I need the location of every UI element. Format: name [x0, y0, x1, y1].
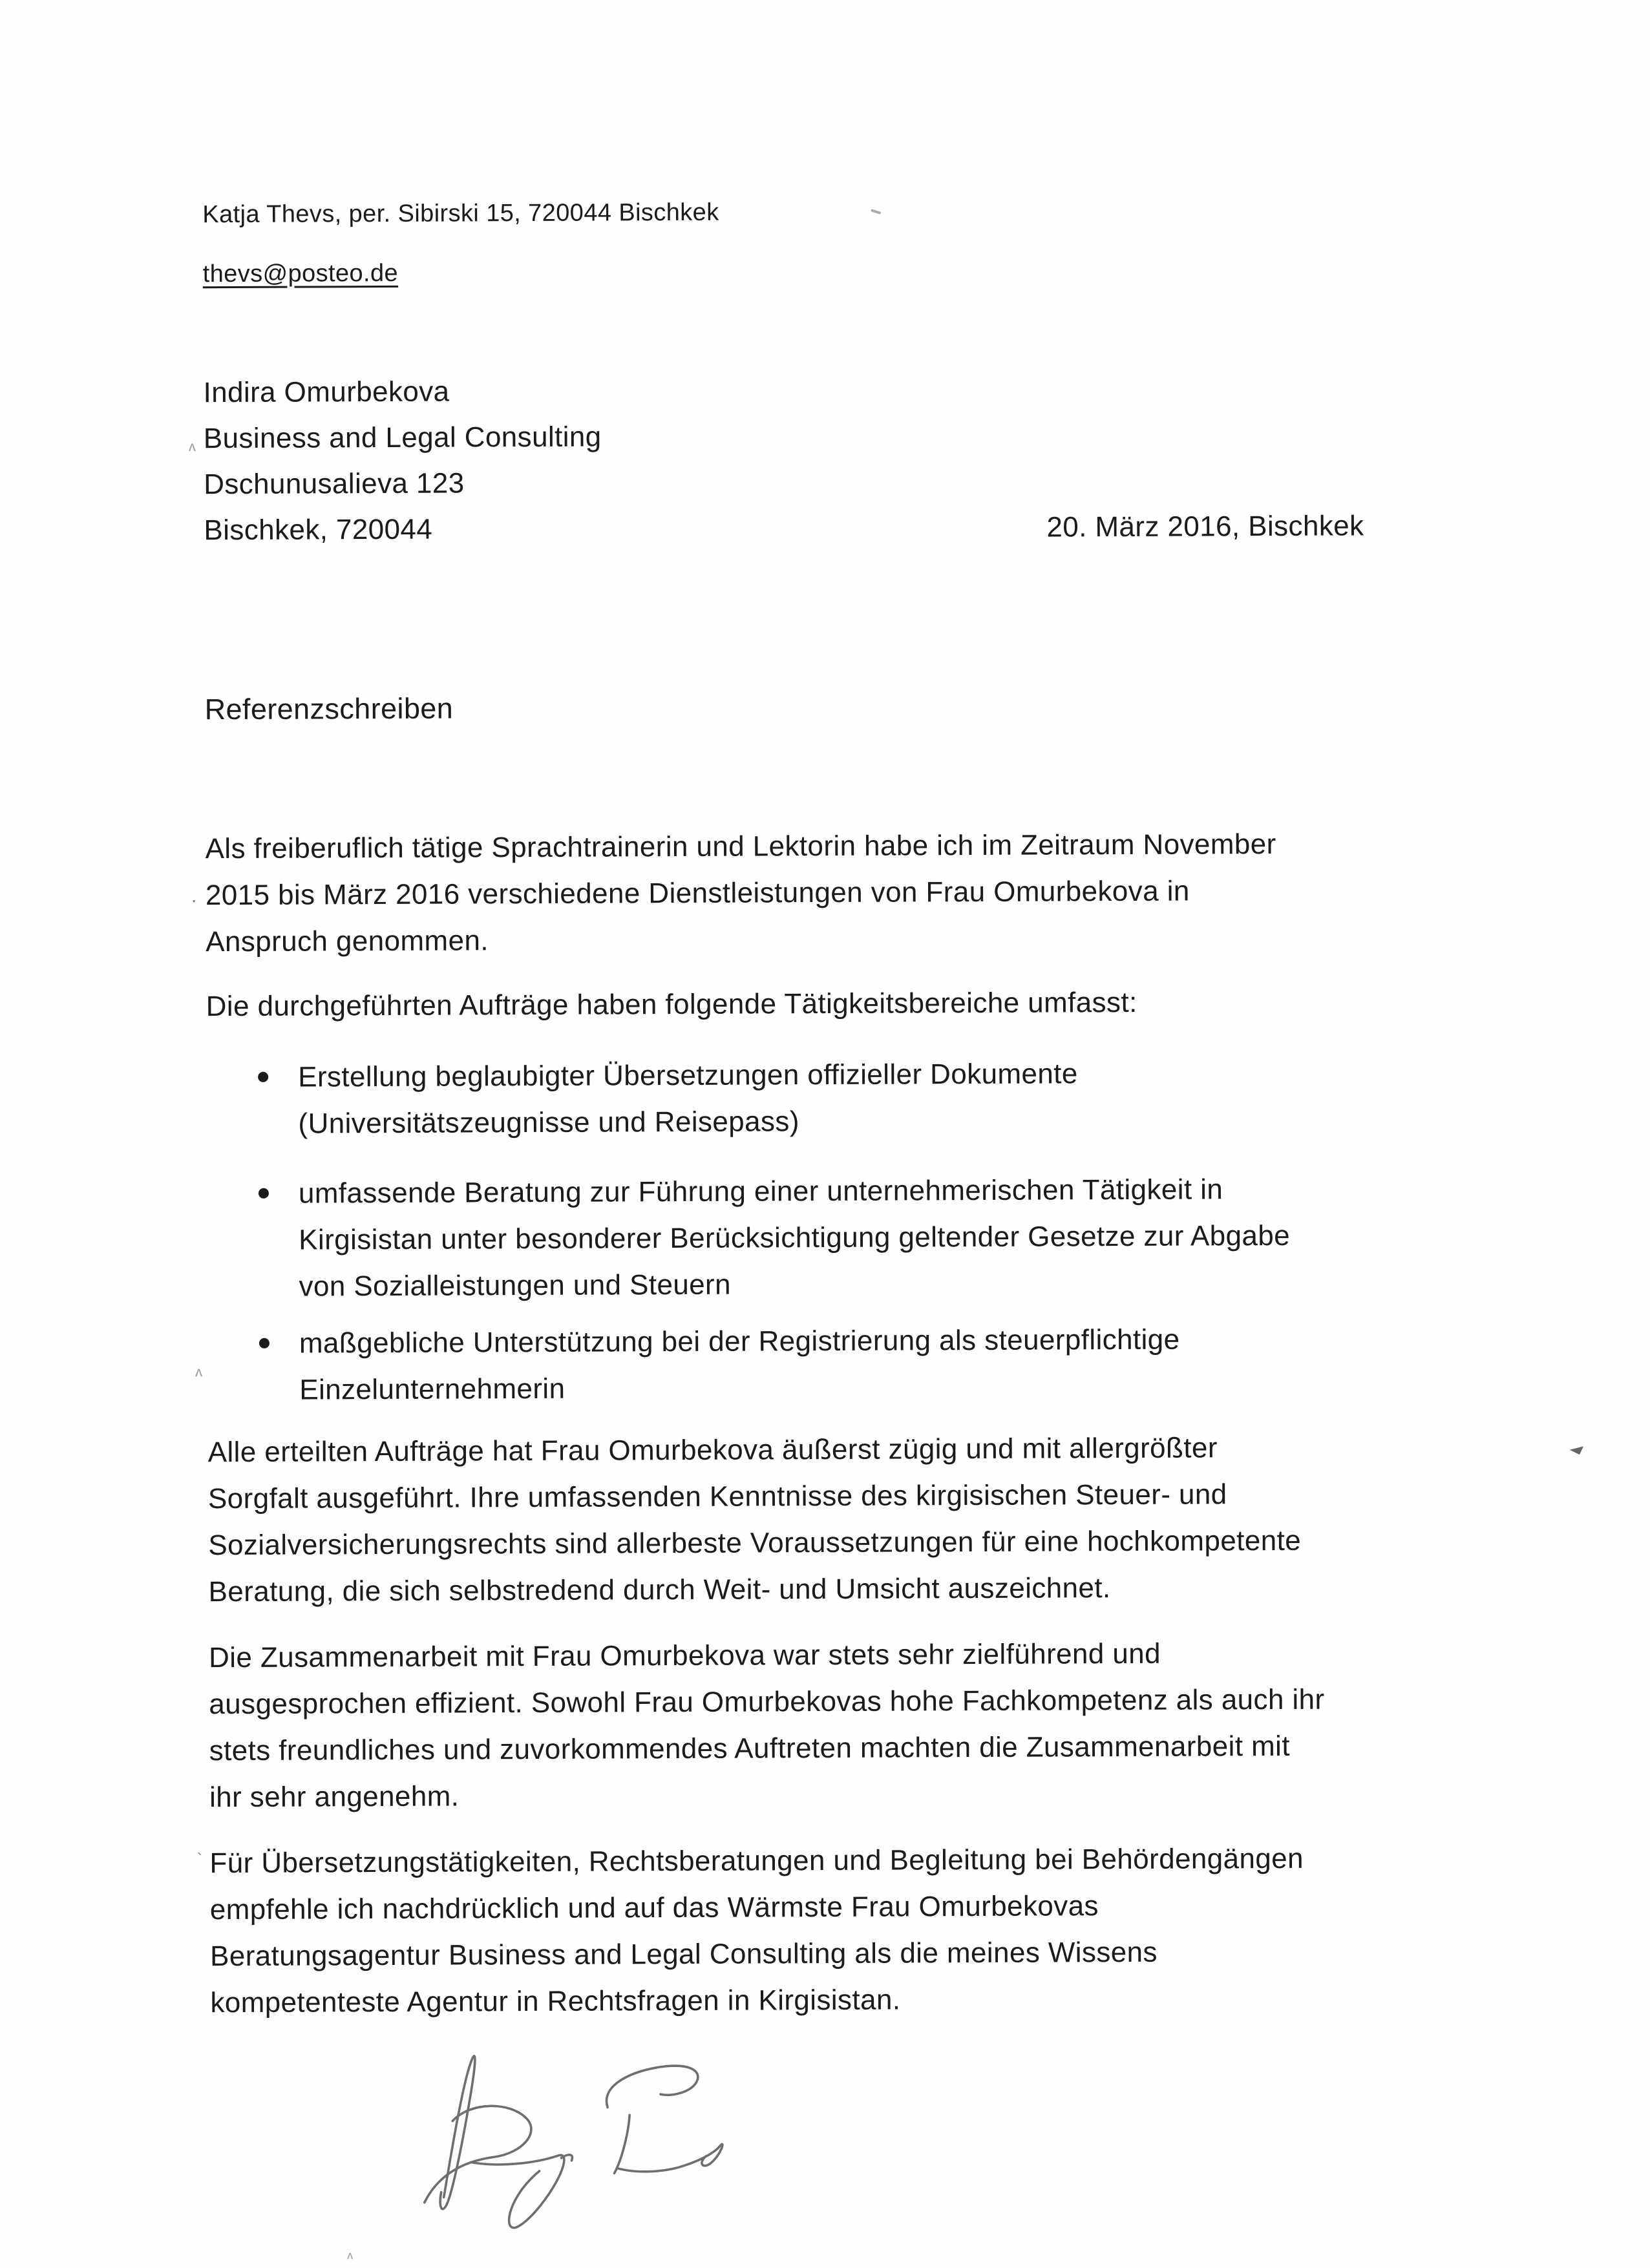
bullet-item-translations [298, 1049, 1436, 1148]
scan-artifact-caret: ʌ [195, 1363, 203, 1380]
sender-address-line: Katja Thevs, per. Sibirski 15, 720044 Bischkek [202, 198, 719, 229]
recipient-address-block: Indira Omurbekova Business and Legal Consulting Dschunusalieva 123 Bischkek, 720044 [203, 375, 602, 547]
bullet-text: umfassende Beratung zur Führung einer unternehmerischen Tätigkeit in Kirgisistan unter besonderer Berücksichtigung geltender Gesetze zur Abgabe von Sozialleistungen und Steuern [298, 1173, 1291, 1303]
subject-line: Referenzschreiben [204, 691, 454, 726]
bullet-dot-icon [259, 1188, 269, 1199]
bullet-dot-icon [258, 1072, 268, 1082]
date-place-line: 20. März 2016, Bischkek [1046, 510, 1364, 543]
bullet-item-consulting [299, 1166, 1437, 1310]
bullet-text: Erstellung beglaubigter Übersetzungen offizieller Dokumente (Universitätszeugnisse und Reisepass) [298, 1058, 1078, 1140]
paragraph-cooperation: Die Zusammenarbeit mit Frau Omurbekova war stets sehr zielführend und ausgesprochen effizient. Sowohl Frau Omurbekovas hohe Fachkompetenz als auch ihr stets freundliches und zuvorkommendes Auftreten machten die Zusammenarbeit mit ihr sehr angenehm. [208, 1637, 1325, 1814]
bullet-item-registration [299, 1316, 1437, 1414]
bullet-text: maßgebliche Unterstützung bei der Registrierung als steuerpflichtige Einzelunternehmerin [299, 1323, 1180, 1406]
scan-artifact-wedge [1570, 1446, 1585, 1456]
bullet-dot-icon [259, 1338, 270, 1349]
scan-artifact-tick: ` [196, 1849, 203, 1869]
scan-artifact-speck [871, 209, 881, 215]
paragraph-intro: Als freiberuflich tätige Sprachtrainerin und Lektorin habe ich im Zeitraum November 2015 bis März 2016 verschiedene Dienstleistungen von Frau Omurbekova in Anspruch genommen. [205, 828, 1276, 958]
paragraph-lead-in: Die durchgeführten Aufträge haben folgende Tätigkeitsbereiche umfasst: [206, 986, 1137, 1023]
paragraph-recommendation: Für Übersetzungstätigkeiten, Rechtsberatungen und Begleitung bei Behördengängen empfehle ich nachdrücklich und auf das Wärmste Frau Omurbekovas Beratungsagentur Business and Legal Consulting als die meines Wissens kompetenteste Agentur in Rechtsfragen in Kirgisistan. [209, 1842, 1304, 2019]
scan-artifact-dot: . [191, 885, 197, 907]
scan-artifact-caret: ʌ [347, 2249, 354, 2262]
paragraph-quality: Alle erteilten Aufträge hat Frau Omurbekova äußerst zügig und mit allergrößter Sorgfalt ausgeführt. Ihre umfassenden Kenntnisse des kirgisischen Steuer- und Sozialversicherungsrechts sind allerbeste Voraussetzungen für eine hochkompetente Beratung, die sich selbstredend durch Weit- und Umsicht auszeichnet. [207, 1432, 1302, 1608]
sender-email: thevs@posteo.de [202, 259, 399, 288]
scan-artifact-caret: ʌ [188, 438, 196, 455]
handwritten-signature [373, 2003, 788, 2251]
